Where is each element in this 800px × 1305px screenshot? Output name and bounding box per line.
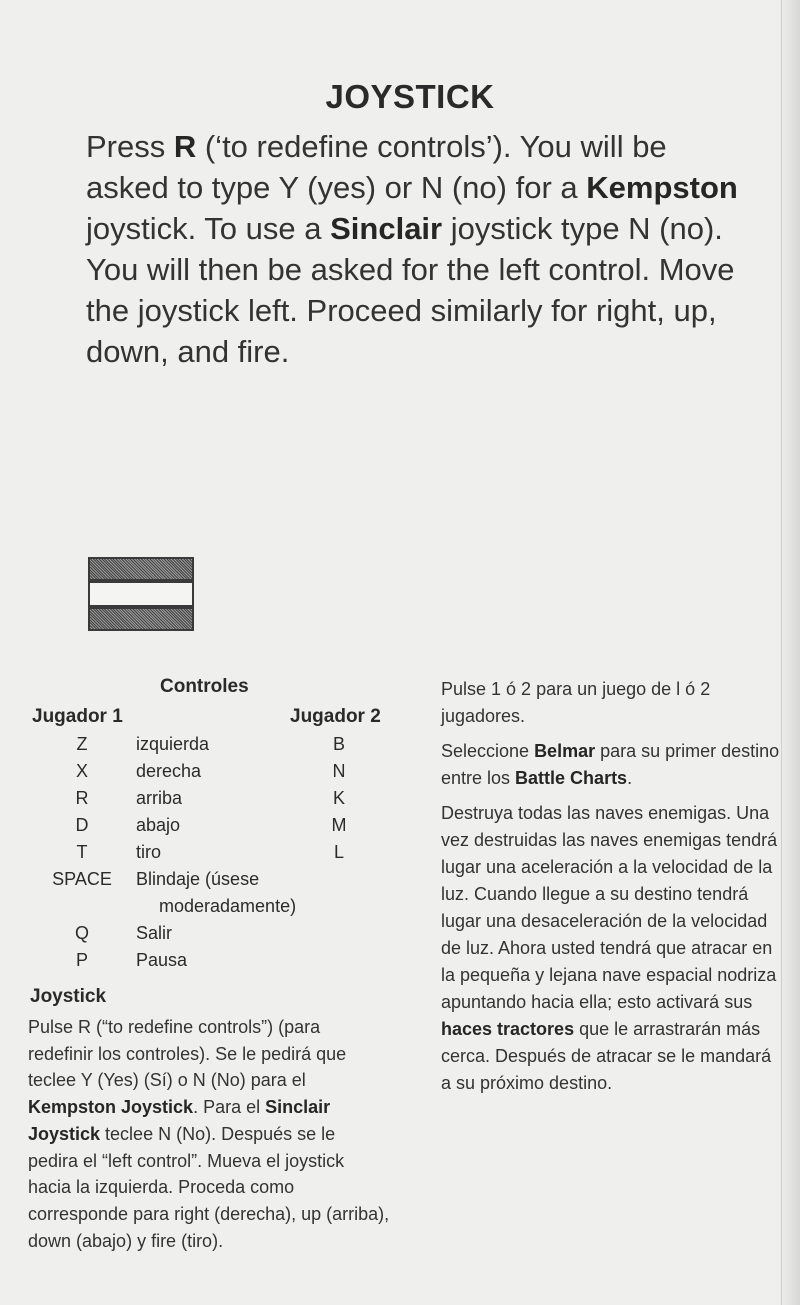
- joystick-text-3: teclee N (No). Después se le pedira el “left control”. Mueva el joystick hacia la izquierda. Proceda como corresponde para right (derecha), up (arriba), down (abajo) y fire (tiro).: [28, 1123, 390, 1251]
- control-key: D: [75, 815, 89, 835]
- intro-text-4: joystick type N (no). You will then be asked for the left control. Move the joystick left. Proceed similarly for right, up, down, and fire.: [86, 211, 735, 369]
- control-key: R: [75, 788, 89, 808]
- control-action: arriba: [136, 788, 183, 808]
- page-fold-line: [781, 0, 782, 1305]
- control-key-player2: L: [333, 842, 344, 862]
- intro-key-r: R: [173, 129, 197, 164]
- gameplay-text-1: Destruya todas las naves enemigas. Una vez destruidas las naves enemigas tendrá lugar una aceleración a la velocidad de la luz. Cuando llegue a su destino tendrá lugar una desaceleración de la velocidad de luz. Ahora usted tendrá que atracar en la pequeña y lejana nave espacial nodriza apuntando hacia ella; esto activará sus: [441, 803, 778, 1012]
- control-row: [30, 866, 400, 920]
- intro-paragraph: [86, 126, 746, 372]
- control-key: T: [76, 842, 88, 862]
- gameplay-text-2: que le arrastrarán más cerca. Después de atracar se le mandará a su próximo destino.: [441, 1019, 772, 1093]
- control-row: [30, 839, 400, 866]
- control-key: SPACE: [52, 869, 112, 889]
- player2-header: Jugador 2: [290, 706, 381, 727]
- control-action: izquierda: [136, 734, 210, 754]
- control-action-line1: Blindaje (úsese: [136, 869, 260, 889]
- intro-sinclair: Sinclair: [330, 211, 443, 246]
- gameplay-paragraph: [441, 800, 783, 1097]
- intro-text-1: Press: [86, 129, 174, 164]
- control-key: X: [75, 761, 88, 781]
- control-action: Pausa: [136, 950, 188, 970]
- gameplay-tractor-beams: haces tractores: [441, 1019, 575, 1039]
- instructions-column: [441, 676, 783, 1105]
- control-row: [30, 785, 400, 812]
- joystick-section-title: Joystick: [30, 986, 107, 1007]
- destination-belmar: Belmar: [534, 741, 596, 761]
- destination-text-3: .: [627, 768, 633, 788]
- control-action: tiro: [136, 842, 162, 862]
- logo-hatched-bar-top: [88, 557, 194, 581]
- control-key: Z: [76, 734, 88, 754]
- intro-text-2: (‘to redefine controls’). You will be asked to type Y (yes) or N (no) for a: [86, 129, 667, 205]
- player1-header: Jugador 1: [32, 706, 123, 727]
- destination-paragraph: [441, 738, 783, 792]
- control-row: [30, 947, 400, 974]
- control-action: abajo: [136, 815, 181, 835]
- control-key: P: [75, 950, 88, 970]
- control-key-player2: M: [331, 815, 347, 835]
- control-key-player2: K: [332, 788, 345, 808]
- intro-kempston: Kempston: [586, 170, 738, 205]
- publisher-logo-icon: [88, 557, 198, 632]
- intro-text-3: joystick. To use a: [86, 211, 331, 246]
- control-row: [30, 758, 400, 785]
- control-row: [30, 731, 400, 758]
- destination-text-2: para su primer destino entre los: [441, 741, 780, 788]
- players-paragraph: Pulse 1 ó 2 para un juego de l ó 2 jugadores.: [441, 679, 711, 726]
- logo-hatched-bar-bottom: [88, 607, 194, 631]
- joystick-kempston: Kempston Joystick: [28, 1097, 194, 1118]
- control-row: [30, 812, 400, 839]
- control-key-player2: B: [332, 734, 345, 754]
- control-action-line2: moderadamente): [159, 896, 297, 916]
- control-action: derecha: [136, 761, 202, 781]
- page-title: JOYSTICK: [325, 78, 495, 115]
- destination-text-1: Seleccione: [441, 741, 535, 761]
- control-action: Salir: [136, 923, 173, 943]
- joystick-paragraph: [28, 1014, 390, 1254]
- control-key: Q: [74, 923, 89, 943]
- control-key-player2: N: [332, 761, 346, 781]
- logo-plain-bar: [88, 581, 194, 607]
- joystick-sinclair: Sinclair Joystick: [28, 1097, 331, 1144]
- destination-battle-charts: Battle Charts: [515, 768, 628, 788]
- joystick-text-1: Pulse R (“to redefine controls”) (para redefinir los controles). Se le pedirá que teclee Y (Yes) (Sí) o N (No) para el: [28, 1017, 347, 1091]
- joystick-text-2: . Para el: [193, 1097, 266, 1118]
- controls-title: Controles: [160, 676, 249, 697]
- controls-table: [30, 731, 400, 974]
- control-row: [30, 920, 400, 947]
- control-action: [136, 866, 336, 920]
